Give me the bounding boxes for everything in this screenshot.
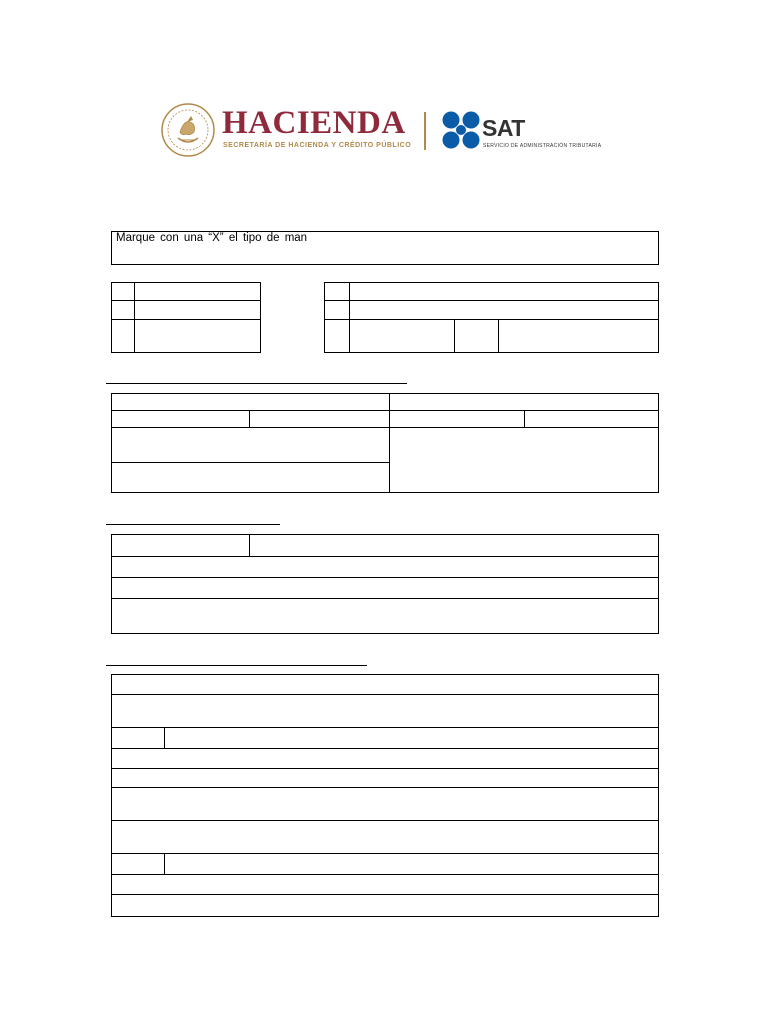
sat-title: SAT [482,115,525,141]
right-options-divider [454,319,455,353]
form-field[interactable] [112,428,389,462]
form-field[interactable] [112,463,389,492]
right-options-table [324,282,659,353]
form-field[interactable] [112,821,658,853]
form-field[interactable] [112,675,658,694]
section-heading-underline [106,665,367,666]
right-options-row-line [324,319,659,320]
form-field[interactable] [112,599,658,633]
right-options-row-line [324,300,659,301]
left-options-divider [134,282,135,353]
right-options-divider [498,319,499,353]
form-field[interactable] [112,788,658,820]
form-field[interactable] [165,854,658,874]
section-1-divider [524,410,525,427]
form-field[interactable] [112,557,658,577]
right-options-divider [349,282,350,353]
form-field[interactable] [390,428,658,492]
checkbox-cell[interactable] [112,283,134,300]
form-field[interactable] [250,535,658,556]
checkbox-cell[interactable] [325,301,349,319]
checkbox-cell[interactable] [112,320,134,352]
form-field[interactable] [112,695,658,727]
section-1-row-line [111,410,659,411]
header-divider [424,112,426,150]
form-field[interactable] [112,875,658,894]
hacienda-title: HACIENDA [222,105,406,141]
sat-logo-icon [441,110,481,150]
hacienda-subtitle: SECRETARÍA DE HACIENDA Y CRÉDITO PÚBLICO [223,142,412,149]
section-1-divider [249,410,250,427]
form-field[interactable] [112,895,658,916]
checkbox-cell[interactable] [325,283,349,300]
form-field[interactable] [112,578,658,598]
form-field[interactable] [112,769,658,787]
form-field[interactable] [165,728,658,748]
section-heading-underline [106,383,407,384]
sat-subtitle: SERVICIO DE ADMINISTRACIÓN TRIBUTARIA [483,143,602,149]
checkbox-cell[interactable] [112,301,134,319]
form-field[interactable] [112,749,658,768]
instruction-text: Marque con una “X” el tipo de man [116,232,308,244]
checkbox-cell[interactable] [325,320,349,352]
mexican-coat-of-arms-seal-icon [160,102,216,158]
section-heading-underline [106,524,280,525]
